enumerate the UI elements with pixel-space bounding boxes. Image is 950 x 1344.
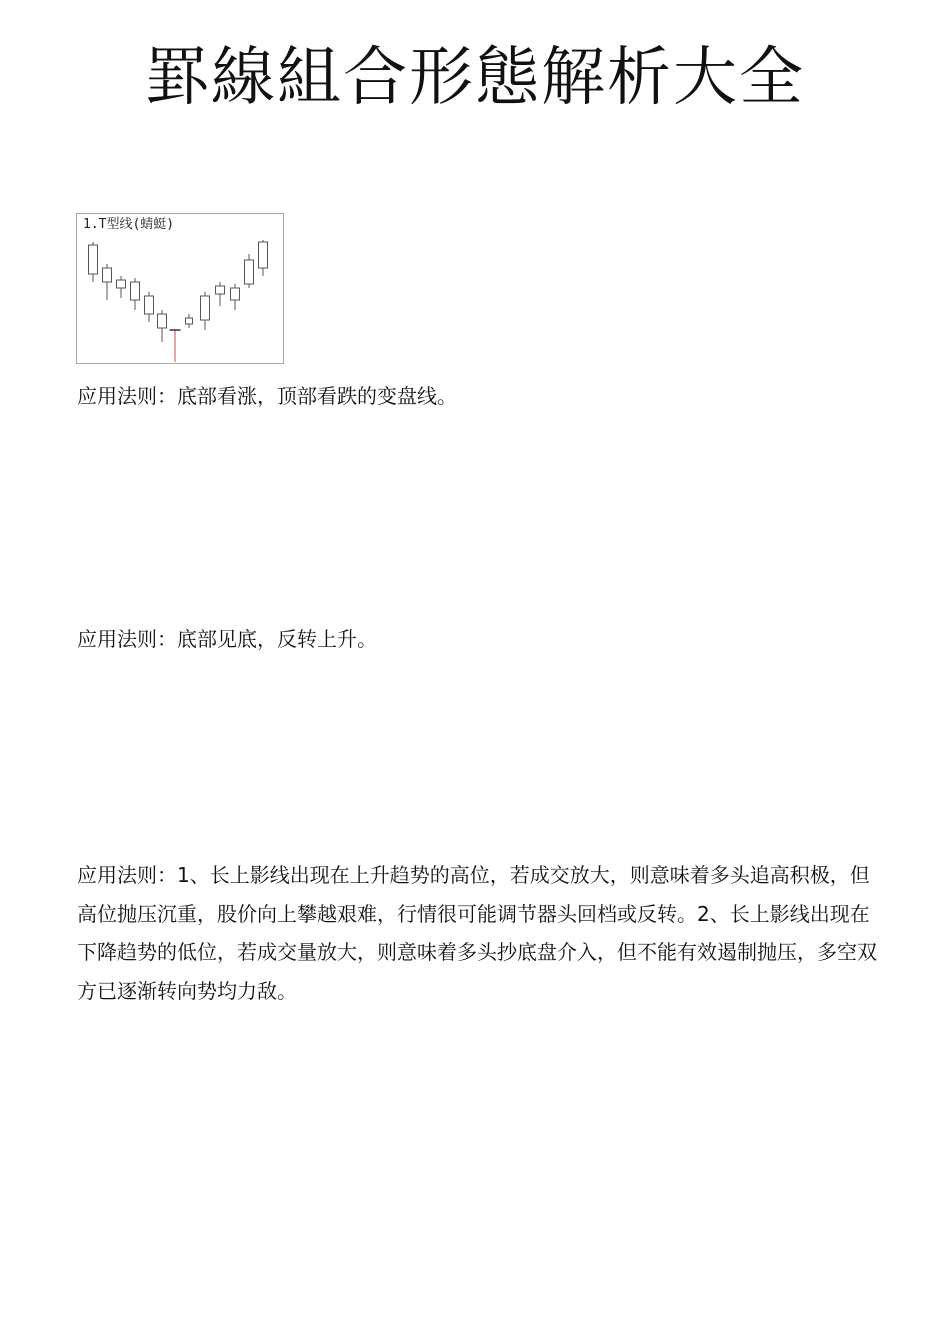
candle-body: [117, 280, 126, 288]
figure-caption: 1.T型线(蜻蜓): [83, 217, 175, 232]
candlestick-chart-icon: [77, 214, 285, 365]
rule-paragraph-1: 应用法则：底部看涨，顶部看跌的变盘线。: [77, 384, 457, 408]
candle-body: [158, 314, 167, 328]
candlestick-7: [170, 330, 181, 362]
candle-body: [231, 288, 240, 300]
candlestick-2: [103, 264, 112, 300]
candlestick-6: [158, 310, 167, 342]
candlestick-13: [259, 240, 268, 276]
candle-body: [245, 260, 254, 284]
candlestick-10: [216, 282, 225, 306]
candle-body: [201, 296, 210, 320]
candlestick-5: [145, 292, 154, 322]
candle-body: [89, 245, 98, 274]
candlestick-8: [186, 314, 193, 328]
candlestick-9: [201, 292, 210, 330]
candlestick-figure: [76, 213, 284, 364]
page-title: 罫線組合形態解析大全: [145, 41, 805, 115]
rule-paragraph-3: 应用法则：1、长上影线出现在上升趋势的高位，若成交放大，则意味着多头追高积极，但高位抛压沉重，股价向上攀越艰难，行情很可能调节器头回档或反转。2、长上影线出现在下降趋势的低位，若成交量放大，则意味着多头抄底盘介入，但不能有效遏制抛压，多空双方已逐渐转向势均力敌。: [77, 863, 877, 1003]
rule-paragraph-2: 应用法则：底部见底，反转上升。: [77, 627, 377, 651]
candlestick-3: [117, 276, 126, 298]
candlestick-4: [131, 278, 140, 310]
candlestick-1: [89, 242, 98, 282]
candlestick-11: [231, 284, 240, 310]
candle-body: [259, 242, 268, 268]
candlestick-12: [245, 254, 254, 288]
candle-body: [103, 268, 112, 282]
candle-body: [145, 296, 154, 314]
candle-body: [186, 318, 193, 324]
candle-body: [216, 286, 225, 294]
candle-body: [131, 282, 140, 300]
